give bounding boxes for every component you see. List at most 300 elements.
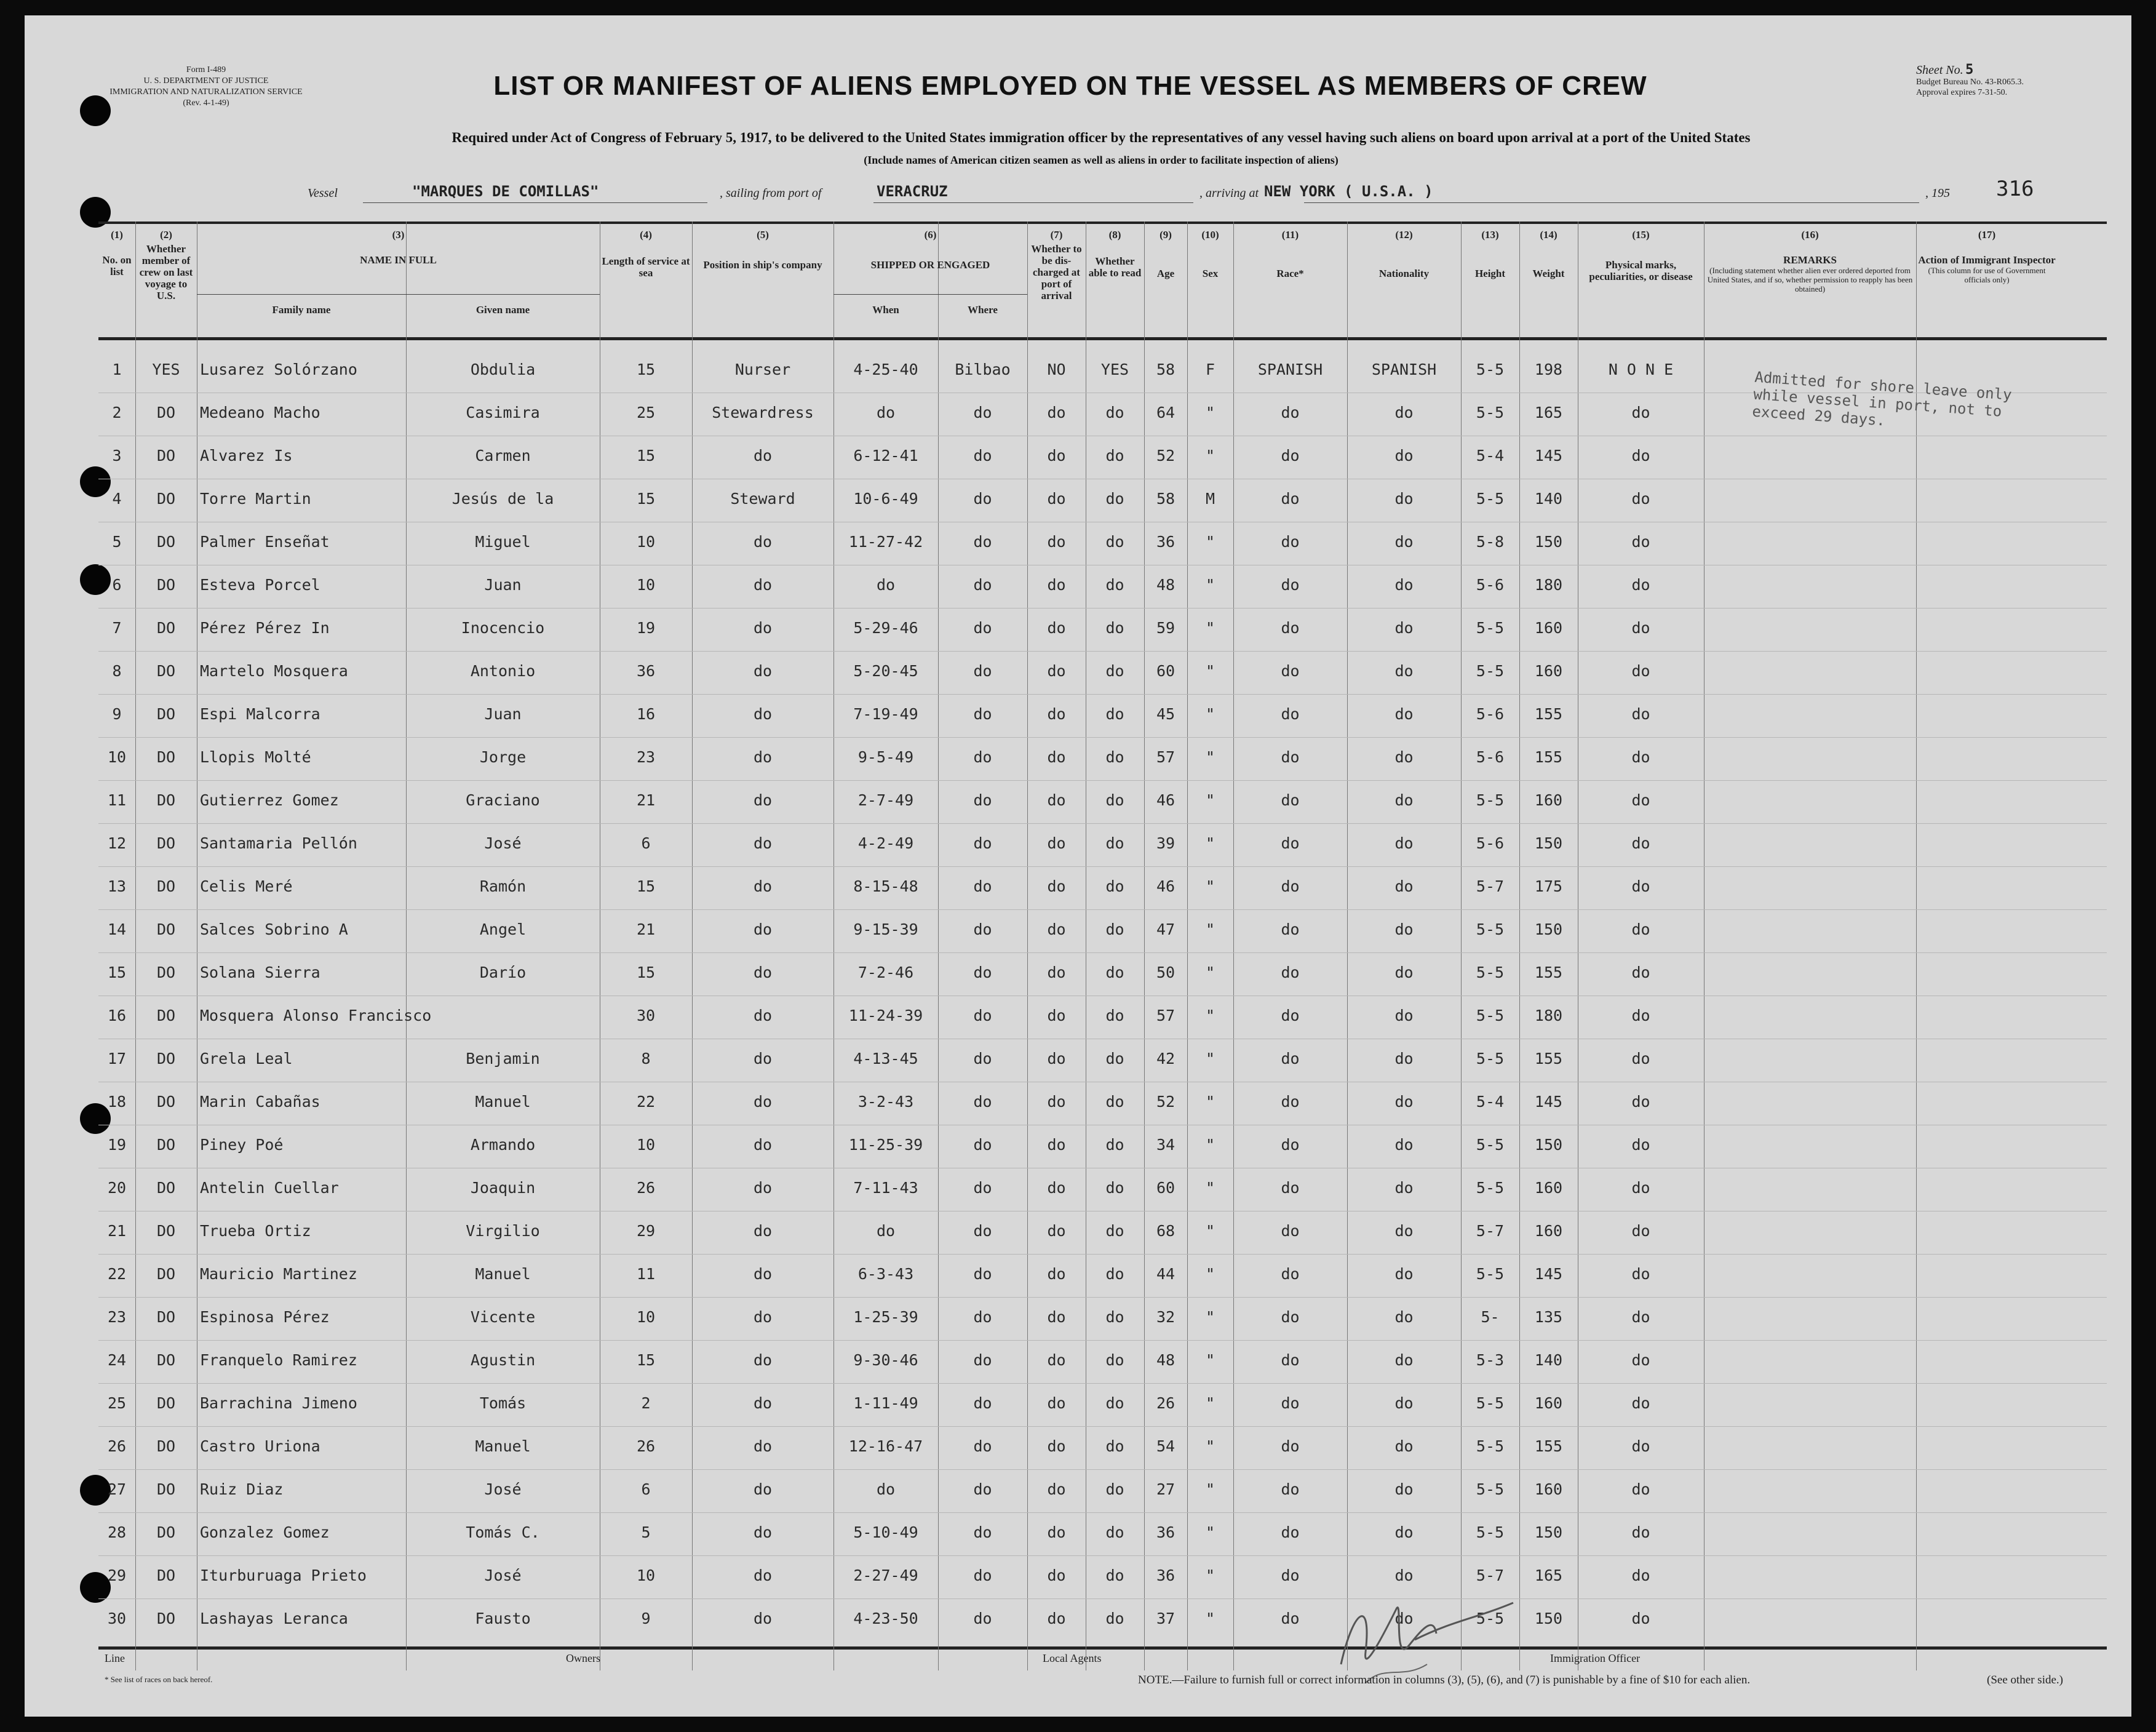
cell-crew: DO (156, 964, 176, 981)
cell-nat: do (1394, 791, 1414, 809)
voyage-line (295, 174, 2116, 211)
row-rule (98, 651, 2107, 652)
cell-no: 23 (107, 1308, 127, 1326)
cell-given: Casimira (466, 404, 540, 421)
cell-height: 5-5 (1476, 1480, 1505, 1498)
cell-crew: DO (156, 490, 176, 508)
cell-service: 2 (641, 1394, 651, 1412)
cell-height: 5-5 (1476, 1136, 1505, 1154)
manifest-sheet (25, 15, 2131, 1717)
sailing-port: VERACRUZ (877, 183, 948, 200)
cell-no: 16 (107, 1007, 127, 1024)
cell-no: 9 (112, 705, 122, 723)
cell-marks: do (1631, 1007, 1650, 1024)
cell-where: do (973, 490, 992, 508)
cell-race: do (1281, 1394, 1300, 1412)
row-rule (98, 694, 2107, 695)
cell-nat: do (1394, 1050, 1414, 1068)
cell-nat: do (1394, 1351, 1414, 1369)
cell-age: 36 (1156, 1523, 1175, 1541)
cell-sex: " (1205, 791, 1215, 809)
cell-service: 9 (641, 1610, 651, 1627)
cell-position: do (753, 619, 773, 637)
cell-disch: do (1047, 1523, 1066, 1541)
cell-disch: do (1047, 920, 1066, 938)
cell-height: 5-4 (1476, 1093, 1505, 1111)
cell-position: do (753, 1050, 773, 1068)
cell-family: Gonzalez Gomez (200, 1523, 330, 1541)
cell-position: do (753, 1179, 773, 1197)
cell-when: 6-12-41 (853, 447, 918, 465)
cell-service: 15 (636, 877, 656, 895)
cell-given: Fausto (475, 1610, 531, 1627)
cell-disch: do (1047, 1480, 1066, 1498)
cell-race: do (1281, 404, 1300, 421)
cell-when: 9-5-49 (857, 748, 914, 766)
cell-read: do (1105, 877, 1124, 895)
cell-position: do (753, 791, 773, 809)
cell-race: do (1281, 619, 1300, 637)
cell-no: 8 (112, 662, 122, 680)
cell-when: 2-7-49 (857, 791, 914, 809)
cell-crew: DO (156, 1007, 176, 1024)
cell-where: do (973, 1265, 992, 1283)
cell-nat: do (1394, 1394, 1414, 1412)
cell-family: Ruiz Diaz (200, 1480, 284, 1498)
cell-crew: DO (156, 1351, 176, 1369)
cell-crew: DO (156, 877, 176, 895)
cell-where: do (973, 576, 992, 594)
cell-marks: do (1631, 834, 1650, 852)
cell-service: 11 (636, 1265, 656, 1283)
col3-header: (3) NAME IN FULL (360, 229, 437, 266)
cell-when: 12-16-47 (848, 1437, 923, 1455)
cell-where: do (973, 920, 992, 938)
cell-read: do (1105, 404, 1124, 421)
cell-weight: 160 (1534, 1222, 1563, 1240)
cell-race: do (1281, 1437, 1300, 1455)
cell-family: Grela Leal (200, 1050, 293, 1068)
cell-height: 5-5 (1476, 1050, 1505, 1068)
cell-disch: do (1047, 1566, 1066, 1584)
cell-crew: DO (156, 662, 176, 680)
cell-position: do (753, 1351, 773, 1369)
cell-height: 5-5 (1476, 619, 1505, 637)
cell-disch: do (1047, 447, 1066, 465)
col15-header: (15) Physical marks, peculiarities, or disease (1589, 229, 1693, 282)
cell-crew: DO (156, 576, 176, 594)
cell-read: do (1105, 662, 1124, 680)
cell-where: do (973, 1093, 992, 1111)
cell-height: 5-5 (1476, 1179, 1505, 1197)
col2-header: (2) Whether member of crew on last voyage to U.S. (139, 229, 193, 301)
cell-given: Darío (479, 964, 527, 981)
arriving-label: , arriving at (1199, 186, 1259, 200)
cell-family: Iturburuaga Prieto (200, 1566, 367, 1584)
given-name-header: Given name (475, 304, 530, 316)
cell-when: do (876, 1480, 896, 1498)
cell-sex: " (1205, 1136, 1215, 1154)
cell-position: do (753, 1480, 773, 1498)
cell-given: Manuel (475, 1437, 531, 1455)
cell-read: do (1105, 1136, 1124, 1154)
cell-height: 5-3 (1476, 1351, 1505, 1369)
cell-age: 50 (1156, 964, 1175, 981)
cell-age: 26 (1156, 1394, 1175, 1412)
cell-age: 46 (1156, 877, 1175, 895)
cell-race: do (1281, 705, 1300, 723)
cell-service: 19 (636, 619, 656, 637)
cell-sex: " (1205, 1093, 1215, 1111)
cell-weight: 198 (1534, 361, 1563, 378)
cell-sex: " (1205, 1394, 1215, 1412)
row-rule (98, 909, 2107, 910)
cell-race: do (1281, 1610, 1300, 1627)
col8-header: (8) Whether able to read (1088, 229, 1142, 279)
cell-when: 4-2-49 (857, 834, 914, 852)
cell-marks: do (1631, 705, 1650, 723)
column-divider (1916, 221, 1917, 1670)
cell-marks: do (1631, 1480, 1650, 1498)
cell-family: Mosquera Alonso Francisco (200, 1007, 432, 1024)
cell-height: 5-5 (1476, 662, 1505, 680)
col4-header: (4) Length of service at sea (602, 229, 690, 279)
cell-marks: do (1631, 490, 1650, 508)
cell-when: do (876, 576, 896, 594)
cell-no: 11 (107, 791, 127, 809)
cell-race: do (1281, 1265, 1300, 1283)
cell-no: 25 (107, 1394, 127, 1412)
cell-weight: 140 (1534, 1351, 1563, 1369)
cell-nat: do (1394, 533, 1414, 551)
cell-marks: do (1631, 404, 1650, 421)
cell-disch: do (1047, 1093, 1066, 1111)
cell-where: do (973, 1610, 992, 1627)
cell-marks: do (1631, 748, 1650, 766)
cell-family: Franquelo Ramirez (200, 1351, 357, 1369)
cell-position: do (753, 1265, 773, 1283)
cell-no: 29 (107, 1566, 127, 1584)
cell-where: do (973, 1007, 992, 1024)
cell-sex: " (1205, 1050, 1215, 1068)
cell-read: do (1105, 576, 1124, 594)
cell-crew: DO (156, 404, 176, 421)
cell-no: 7 (112, 619, 122, 637)
cell-nat: do (1394, 748, 1414, 766)
cell-race: do (1281, 533, 1300, 551)
department: U. S. DEPARTMENT OF JUSTICE (143, 76, 269, 86)
cell-nat: do (1394, 447, 1414, 465)
footer-line-label: Line (105, 1652, 125, 1664)
footer-owners-label: Owners (566, 1652, 600, 1664)
vessel-label: Vessel (308, 186, 338, 200)
cell-read: do (1105, 533, 1124, 551)
cell-disch: do (1047, 705, 1066, 723)
cell-disch: do (1047, 576, 1066, 594)
cell-where: do (973, 619, 992, 637)
cell-weight: 155 (1534, 964, 1563, 981)
cell-weight: 155 (1534, 705, 1563, 723)
cell-position: do (753, 1222, 773, 1240)
cell-sex: " (1205, 834, 1215, 852)
cell-height: 5-5 (1476, 1007, 1505, 1024)
cell-nat: do (1394, 490, 1414, 508)
cell-service: 8 (641, 1050, 651, 1068)
cell-crew: DO (156, 834, 176, 852)
cell-given: Jorge (479, 748, 527, 766)
cell-service: 10 (636, 576, 656, 594)
cell-service: 26 (636, 1179, 656, 1197)
cell-when: 5-20-45 (853, 662, 918, 680)
cell-service: 15 (636, 964, 656, 981)
cell-crew: DO (156, 1179, 176, 1197)
cell-family: Salces Sobrino A (200, 920, 348, 938)
row-rule (98, 952, 2107, 953)
cell-family: Piney Poé (200, 1136, 284, 1154)
cell-marks: do (1631, 964, 1650, 981)
cell-marks: do (1631, 1265, 1650, 1283)
cell-race: do (1281, 834, 1300, 852)
cell-when: 8-15-48 (853, 877, 918, 895)
cell-height: 5-5 (1476, 1394, 1505, 1412)
cell-family: Castro Uriona (200, 1437, 320, 1455)
cell-read: do (1105, 791, 1124, 809)
revision: (Rev. 4-1-49) (183, 98, 229, 108)
cell-age: 59 (1156, 619, 1175, 637)
cell-given: José (484, 834, 522, 852)
cell-where: do (973, 1308, 992, 1326)
cell-position: do (753, 447, 773, 465)
cell-race: do (1281, 1523, 1300, 1541)
cell-family: Trueba Ortiz (200, 1222, 311, 1240)
cell-race: do (1281, 1566, 1300, 1584)
cell-service: 21 (636, 920, 656, 938)
cell-no: 17 (107, 1050, 127, 1068)
cell-weight: 155 (1534, 1437, 1563, 1455)
cell-height: 5-6 (1476, 576, 1505, 594)
cell-disch: do (1047, 1007, 1066, 1024)
cell-height: 5-6 (1476, 834, 1505, 852)
cell-family: Barrachina Jimeno (200, 1394, 357, 1412)
cell-marks: do (1631, 1136, 1650, 1154)
cell-no: 3 (112, 447, 122, 465)
cell-disch: do (1047, 1394, 1066, 1412)
cell-weight: 150 (1534, 1523, 1563, 1541)
cell-read: do (1105, 1179, 1124, 1197)
cell-race: do (1281, 748, 1300, 766)
cell-given: Tomás (479, 1394, 527, 1412)
where-header: Where (968, 304, 998, 316)
cell-nat: do (1394, 834, 1414, 852)
cell-when: 7-11-43 (853, 1179, 918, 1197)
header-sub-divider (197, 294, 600, 295)
cell-sex: " (1205, 662, 1215, 680)
sheet-number: 5 (1965, 62, 1974, 78)
cell-crew: DO (156, 1523, 176, 1541)
race-footnote: * See list of races on back hereof. (105, 1675, 213, 1684)
col9-header: (9) Age (1156, 229, 1175, 279)
cell-position: do (753, 1093, 773, 1111)
cell-given: Inocencio (461, 619, 545, 637)
cell-family: Mauricio Martinez (200, 1265, 357, 1283)
cell-marks: do (1631, 1222, 1650, 1240)
manifest-table (98, 221, 2107, 1670)
year-label: , 195 (1925, 186, 1950, 200)
cell-race: do (1281, 920, 1300, 938)
cell-position: Stewardress (712, 404, 814, 421)
cell-family: Solana Sierra (200, 964, 320, 981)
cell-weight: 160 (1534, 791, 1563, 809)
when-header: When (872, 304, 899, 316)
cell-marks: do (1631, 1566, 1650, 1584)
cell-no: 6 (112, 576, 122, 594)
cell-when: 4-25-40 (853, 361, 918, 378)
cell-given: Juan (484, 576, 522, 594)
cell-race: do (1281, 1179, 1300, 1197)
arrival-port: NEW YORK ( U.S.A. ) (1264, 183, 1433, 200)
cell-family: Palmer Enseñat (200, 533, 330, 551)
cell-when: 9-30-46 (853, 1351, 918, 1369)
cell-family: Marin Cabañas (200, 1093, 320, 1111)
cell-read: do (1105, 834, 1124, 852)
cell-no: 10 (107, 748, 127, 766)
cell-marks: do (1631, 1050, 1650, 1068)
cell-race: do (1281, 791, 1300, 809)
cell-given: Manuel (475, 1265, 531, 1283)
cell-where: do (973, 1136, 992, 1154)
cell-marks: do (1631, 1351, 1650, 1369)
cell-when: 4-13-45 (853, 1050, 918, 1068)
cell-no: 4 (112, 490, 122, 508)
cell-crew: DO (156, 705, 176, 723)
cell-weight: 135 (1534, 1308, 1563, 1326)
cell-age: 48 (1156, 576, 1175, 594)
cell-family: Lusarez Solórzano (200, 361, 357, 378)
row-rule (98, 1297, 2107, 1298)
cell-position: do (753, 1394, 773, 1412)
cell-height: 5-5 (1476, 1437, 1505, 1455)
cell-when: 5-10-49 (853, 1523, 918, 1541)
cell-crew: DO (156, 1610, 176, 1627)
cell-no: 26 (107, 1437, 127, 1455)
cell-race: do (1281, 964, 1300, 981)
cell-nat: do (1394, 1308, 1414, 1326)
cell-service: 6 (641, 1480, 651, 1498)
cell-when: 11-25-39 (848, 1136, 923, 1154)
cell-no: 30 (107, 1610, 127, 1627)
cell-sex: " (1205, 748, 1215, 766)
cell-family: Pérez Pérez In (200, 619, 330, 637)
column-divider (1704, 221, 1705, 1670)
cell-disch: do (1047, 1222, 1066, 1240)
cell-marks: do (1631, 877, 1650, 895)
cell-when: 7-2-46 (857, 964, 914, 981)
cell-where: do (973, 834, 992, 852)
cell-height: 5-5 (1476, 920, 1505, 938)
cell-marks: do (1631, 1437, 1650, 1455)
row-rule (98, 737, 2107, 738)
cell-where: do (973, 662, 992, 680)
cell-sex: " (1205, 1610, 1215, 1627)
cell-disch: do (1047, 964, 1066, 981)
cell-read: do (1105, 1265, 1124, 1283)
cell-sex: M (1205, 490, 1215, 508)
cell-height: 5-7 (1476, 1222, 1505, 1240)
cell-age: 58 (1156, 490, 1175, 508)
budget-number: Budget Bureau No. 43-R065.3. (1916, 78, 2024, 87)
cell-when: 11-27-42 (848, 533, 923, 551)
cell-race: do (1281, 1308, 1300, 1326)
footer-agents-label: Local Agents (1043, 1652, 1102, 1664)
cell-nat: do (1394, 1093, 1414, 1111)
cell-disch: do (1047, 834, 1066, 852)
remarks-stamp: Admitted for shore leave only while vessel in port, not to exceed 29 days. (1751, 368, 2013, 429)
cell-sex: " (1205, 576, 1215, 594)
cell-sex: " (1205, 705, 1215, 723)
cell-service: 25 (636, 404, 656, 421)
cell-crew: DO (156, 1308, 176, 1326)
cell-when: 2-27-49 (853, 1566, 918, 1584)
cell-no: 14 (107, 920, 127, 938)
cell-age: 36 (1156, 533, 1175, 551)
col5-header: (5) Position in ship's company (703, 229, 822, 271)
cell-read: do (1105, 1480, 1124, 1498)
cell-weight: 165 (1534, 1566, 1563, 1584)
vessel-name: "MARQUES DE COMILLAS" (412, 183, 599, 200)
cell-age: 68 (1156, 1222, 1175, 1240)
cell-race: SPANISH (1257, 361, 1323, 378)
cell-nat: do (1394, 619, 1414, 637)
cell-when: do (876, 404, 896, 421)
cell-age: 57 (1156, 748, 1175, 766)
page-number: 316 (1996, 177, 2034, 201)
cell-when: 3-2-43 (857, 1093, 914, 1111)
cell-family: Llopis Molté (200, 748, 311, 766)
cell-sex: " (1205, 1222, 1215, 1240)
cell-age: 27 (1156, 1480, 1175, 1498)
cell-position: do (753, 1610, 773, 1627)
cell-age: 44 (1156, 1265, 1175, 1283)
cell-where: do (973, 404, 992, 421)
cell-weight: 140 (1534, 490, 1563, 508)
row-rule (98, 1512, 2107, 1513)
cell-when: 4-23-50 (853, 1610, 918, 1627)
cell-weight: 150 (1534, 834, 1563, 852)
footer-officer-label: Immigration Officer (1550, 1652, 1641, 1664)
cell-sex: " (1205, 964, 1215, 981)
cell-age: 45 (1156, 705, 1175, 723)
cell-when: 10-6-49 (853, 490, 918, 508)
cell-when: do (876, 1222, 896, 1240)
cell-family: Medeano Macho (200, 404, 320, 421)
cell-age: 42 (1156, 1050, 1175, 1068)
cell-weight: 160 (1534, 1480, 1563, 1498)
cell-nat: do (1394, 1265, 1414, 1283)
form-number: Form I-489 (186, 65, 226, 74)
cell-height: 5-7 (1476, 1566, 1505, 1584)
cell-sex: " (1205, 877, 1215, 895)
cell-disch: do (1047, 877, 1066, 895)
cell-disch: do (1047, 791, 1066, 809)
cell-given: Manuel (475, 1093, 531, 1111)
cell-service: 10 (636, 533, 656, 551)
cell-given: Antonio (470, 662, 536, 680)
cell-marks: do (1631, 791, 1650, 809)
cell-sex: " (1205, 1480, 1215, 1498)
cell-nat: do (1394, 1136, 1414, 1154)
cell-age: 60 (1156, 662, 1175, 680)
cell-marks: do (1631, 1093, 1650, 1111)
